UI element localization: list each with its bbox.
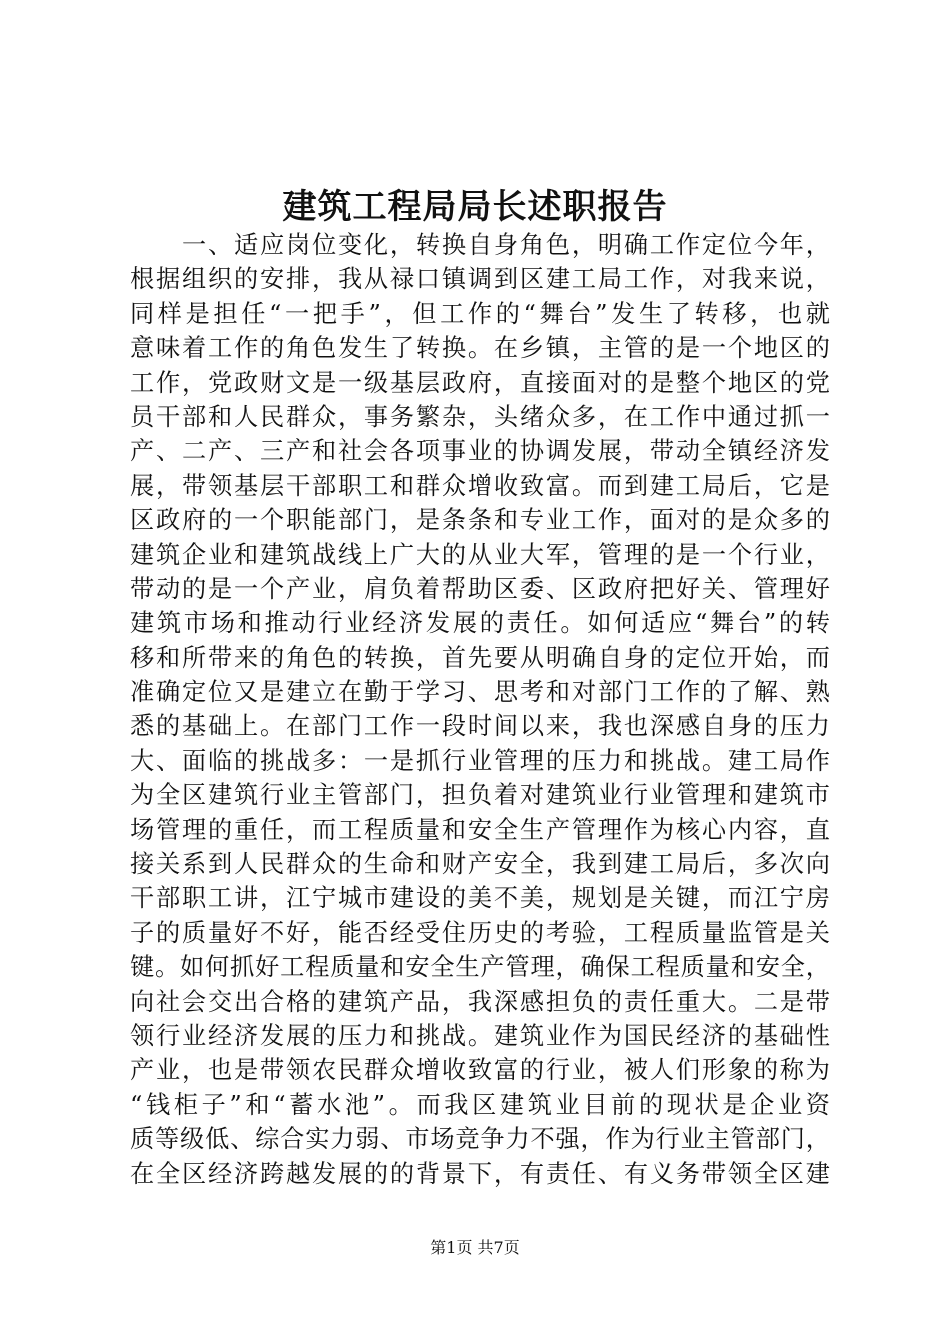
- document-body: [130, 228, 830, 1188]
- body-line: 移和所带来的角色的转换，首先要从明确自身的定位开始，而: [130, 643, 830, 672]
- body-line: 子的质量好不好，能否经受住历史的考验，工程质量监管是关: [130, 918, 830, 947]
- body-line: 在全区经济跨越发展的的背景下，有责任、有义务带领全区建: [130, 1159, 830, 1188]
- body-line: 干部职工讲，江宁城市建设的美不美，规划是关键，而江宁房: [130, 884, 830, 913]
- body-line: 大、面临的挑战多：一是抓行业管理的压力和挑战。建工局作: [130, 746, 830, 775]
- page-number-footer: 第1页 共7页: [430, 1238, 520, 1257]
- body-line: 为全区建筑行业主管部门，担负着对建筑业行业管理和建筑市: [130, 781, 830, 810]
- body-line: 建筑市场和推动行业经济发展的责任。如何适应“舞台”的转: [130, 609, 830, 638]
- body-line: 场管理的重任，而工程质量和安全生产管理作为核心内容，直: [130, 815, 830, 844]
- document-title: 建筑工程局局长述职报告: [282, 187, 668, 227]
- body-line: 展，带领基层干部职工和群众增收致富。而到建工局后，它是: [130, 471, 830, 500]
- body-line: 根据组织的安排，我从禄口镇调到区建工局工作，对我来说，: [130, 265, 830, 294]
- body-line: 准确定位又是建立在勤于学习、思考和对部门工作的了解、熟: [130, 678, 830, 707]
- body-line: “钱柜子”和“蓄水池”。而我区建筑业目前的现状是企业资: [130, 1090, 830, 1119]
- body-line: 向社会交出合格的建筑产品，我深感担负的责任重大。二是带: [130, 987, 830, 1016]
- body-line: 工作，党政财文是一级基层政府，直接面对的是整个地区的党: [130, 368, 830, 397]
- body-line: 带动的是一个产业，肩负着帮助区委、区政府把好关、管理好: [130, 574, 830, 603]
- body-line: 悉的基础上。在部门工作一段时间以来，我也深感自身的压力: [130, 712, 830, 741]
- body-line: 产、二产、三产和社会各项事业的协调发展，带动全镇经济发: [130, 437, 830, 466]
- body-line: 一、适应岗位变化，转换自身角色，明确工作定位今年，: [130, 231, 830, 259]
- body-line: 键。如何抓好工程质量和安全生产管理，确保工程质量和安全，: [130, 953, 830, 982]
- body-line: 意味着工作的角色发生了转换。在乡镇，主管的是一个地区的: [130, 334, 830, 363]
- body-line: 产业，也是带领农民群众增收致富的行业，被人们形象的称为: [130, 1056, 830, 1085]
- body-line: 建筑企业和建筑战线上广大的从业大军，管理的是一个行业，: [130, 540, 830, 569]
- body-line: 区政府的一个职能部门，是条条和专业工作，面对的是众多的: [130, 506, 830, 535]
- body-line: 领行业经济发展的压力和挑战。建筑业作为国民经济的基础性: [130, 1021, 830, 1050]
- body-line: 质等级低、综合实力弱、市场竞争力不强，作为行业主管部门，: [130, 1125, 830, 1154]
- body-line: 接关系到人民群众的生命和财产安全，我到建工局后，多次向: [130, 850, 830, 879]
- body-line: 员干部和人民群众，事务繁杂，头绪众多，在工作中通过抓一: [130, 402, 830, 431]
- body-line: 同样是担任“一把手”，但工作的“舞台”发生了转移，也就: [130, 299, 830, 328]
